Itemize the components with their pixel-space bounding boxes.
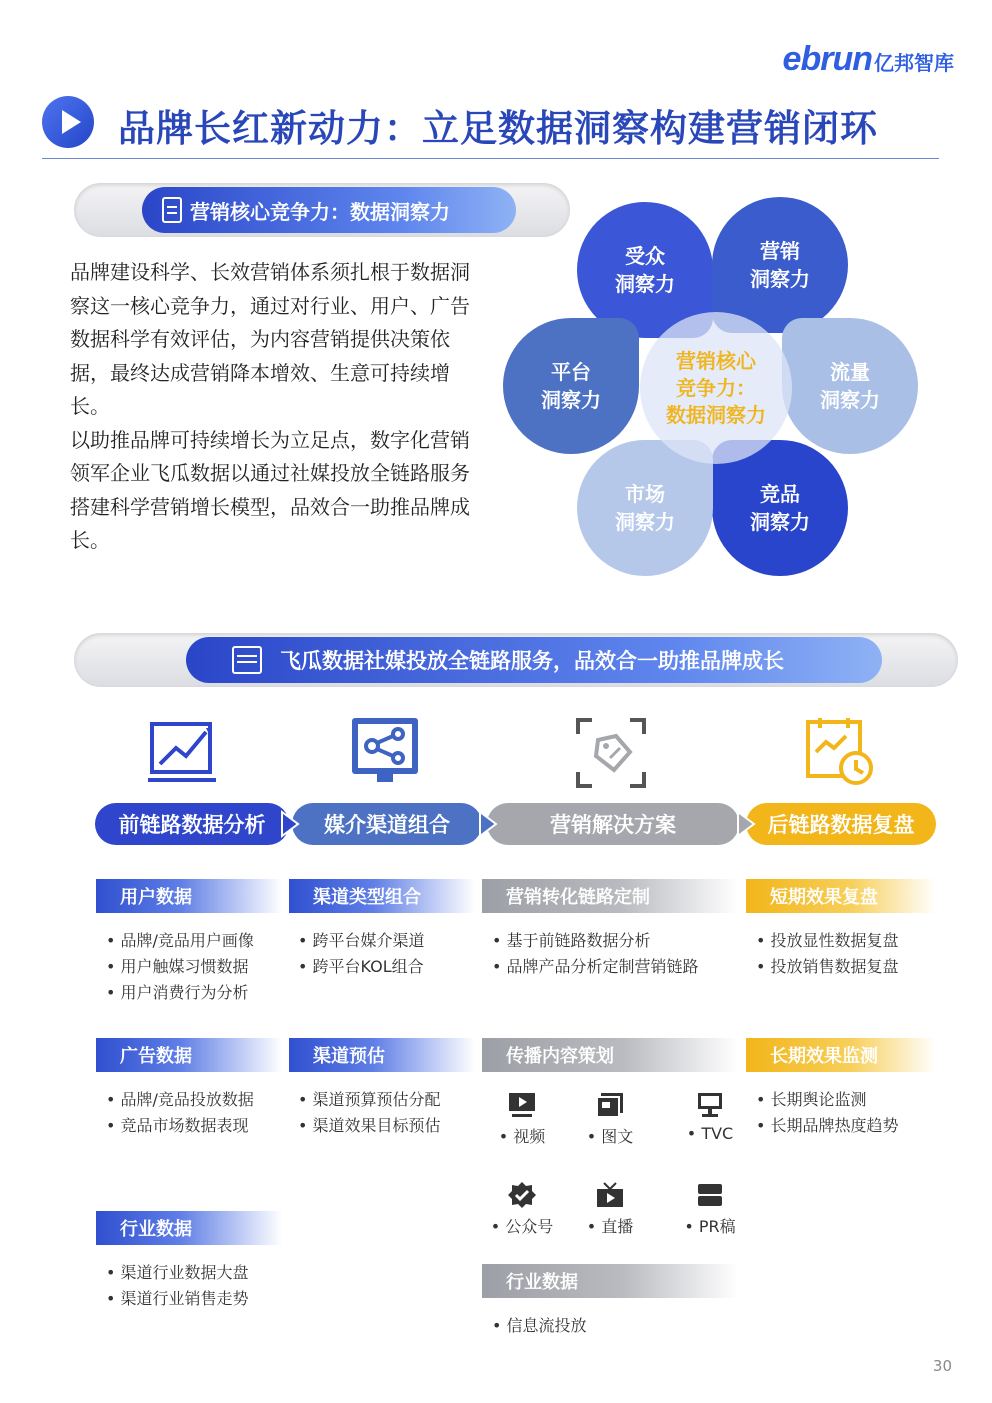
list-item: • 信息流投放 [492,1313,587,1339]
chart-trend-icon [148,718,218,788]
list-item: • 渠道行业数据大盘 [106,1260,249,1286]
content-type-label: 图文 [601,1127,634,1146]
petal-platform-line1: 平台 [551,360,591,384]
content-type-video: • 视频 [472,1092,572,1147]
video-play-icon [508,1092,536,1118]
stage-solution-label: 营销解决方案 [550,813,676,837]
intro-paragraph-2: 以助推品牌可持续增长为立足点，数字化营销领军企业飞瓜数据以通过社媒投放全链路服务搭建科学营销增长模型，品效合一助推品牌成长。 [70,427,470,552]
image-text-icon [596,1092,624,1118]
list-item: • 跨平台媒介渠道 [298,928,425,954]
sub-head-user-data: 用户数据 [96,879,282,913]
list-item: • 品牌产品分析定制营销链路 [492,954,699,980]
petal-traffic [782,318,918,454]
list-item: • 渠道预算预估分配 [298,1087,441,1113]
list-item: • 投放销售数据复盘 [756,954,899,980]
section2-pill [186,637,882,683]
list-item: • 长期舆论监测 [756,1087,899,1113]
section1-pill [142,187,516,233]
sub-head-industry-data-2: 行业数据 [482,1264,738,1298]
petal-platform [503,318,639,454]
calendar-clock-icon [806,716,876,786]
center-line1: 营销核心 [676,348,756,373]
content-type-label: 公众号 [505,1217,554,1236]
title-divider [42,158,939,159]
list-conversion-path [492,928,699,980]
list-item: • 渠道行业销售走势 [106,1286,249,1312]
list-short-term [756,928,899,980]
petal-competitor-line2: 洞察力 [750,510,810,534]
sub-head-channel-combo: 渠道类型组合 [289,879,475,913]
list-item: • 品牌/竞品用户画像 [106,928,254,954]
petal-audience-line1: 受众 [625,244,665,268]
sub-head-industry-data: 行业数据 [96,1211,282,1245]
intro-text [70,256,480,558]
sub-head-content-planning: 传播内容策划 [482,1038,738,1072]
center-line2: 竞争力： [676,375,756,400]
petal-marketing-line2: 洞察力 [750,267,810,291]
document-stack-icon [696,1182,724,1208]
content-type-official-account: • 公众号 [472,1182,572,1237]
section2-pill-label: 飞瓜数据社媒投放全链路服务，品效合一助推品牌成长 [280,649,784,673]
list-item: • 基于前链路数据分析 [492,928,699,954]
petal-audience-line2: 洞察力 [615,272,675,296]
list-industry-data [106,1260,249,1312]
content-type-label: TVC [701,1124,734,1143]
section1-pill-label: 营销核心竞争力：数据洞察力 [190,199,450,224]
petal-traffic-line2: 洞察力 [820,388,880,412]
play-icon [42,96,94,148]
petal-competitor-line1: 竞品 [760,482,800,506]
intro-paragraph-1: 品牌建设科学、长效营销体系须扎根于数据洞察这一核心竞争力，通过对行业、用户、广告数据科学有效评估，为内容营销提供决策依据，最终达成营销降本增效、生意可持续增长。 [70,260,470,418]
live-tv-icon [596,1182,624,1208]
arrow-right-icon [478,810,498,838]
list-item: • 长期品牌热度趋势 [756,1113,899,1139]
logo-chinese: 亿邦智库 [874,53,954,75]
list-channel-combo [298,928,425,980]
stage-back-link-label: 后链路数据复盘 [767,813,915,837]
list-item: • 渠道效果目标预估 [298,1113,441,1139]
list-document-icon [232,646,262,674]
sub-head-channel-estimate: 渠道预估 [289,1038,475,1072]
arrow-right-icon [280,810,300,838]
sub-head-ad-data: 广告数据 [96,1038,282,1072]
list-item: • 用户消费行为分析 [106,980,254,1006]
list-item: • 竞品市场数据表现 [106,1113,254,1139]
verified-badge-icon [508,1182,536,1208]
list-item: • 投放显性数据复盘 [756,928,899,954]
list-long-term [756,1087,899,1139]
stage-front-link [95,803,289,845]
petal-marketing-line1: 营销 [760,239,800,263]
tag-scan-icon [576,718,646,788]
stage-back-link [746,803,936,845]
stage-media-channel [292,803,482,845]
list-user-data [106,928,254,1006]
document-icon [162,197,182,223]
list-item: • 跨平台KOL组合 [298,954,425,980]
content-type-pr: • PR稿 [660,1182,760,1237]
sub-head-short-term: 短期效果复盘 [746,879,936,913]
list-item: • 用户触媒习惯数据 [106,954,254,980]
content-type-tvc: • TVC [660,1092,760,1143]
stage-solution [487,803,739,845]
page-number: 30 [932,1357,952,1375]
network-monitor-icon [350,716,420,786]
content-type-live: • 直播 [560,1182,660,1237]
sub-head-conversion-path: 营销转化链路定制 [482,879,738,913]
flower-center [640,312,792,464]
arrow-right-icon [736,810,756,838]
list-channel-estimate [298,1087,441,1139]
content-type-label: PR稿 [698,1217,736,1236]
ebrun-logo [783,40,954,79]
stage-media-channel-label: 媒介渠道组合 [324,813,450,837]
petal-market-line1: 市场 [625,482,665,506]
petal-marketing [712,197,848,333]
content-type-image-text: • 图文 [560,1092,660,1147]
page-title: 品牌长红新动力：立足数据洞察构建营销闭环 [118,107,878,150]
petal-platform-line2: 洞察力 [541,388,601,412]
content-type-label: 直播 [601,1217,634,1236]
tv-screen-icon [696,1092,724,1118]
petal-traffic-line1: 流量 [830,360,870,384]
petal-market-line2: 洞察力 [615,510,675,534]
logo-english: ebrun [782,40,872,78]
center-line3: 数据洞察力 [666,402,766,427]
list-item: • 品牌/竞品投放数据 [106,1087,254,1113]
stage-front-link-label: 前链路数据分析 [118,813,266,837]
sub-head-long-term: 长期效果监测 [746,1038,936,1072]
list-ad-data [106,1087,254,1139]
content-type-label: 视频 [513,1127,546,1146]
list-industry-data-2 [492,1313,587,1339]
